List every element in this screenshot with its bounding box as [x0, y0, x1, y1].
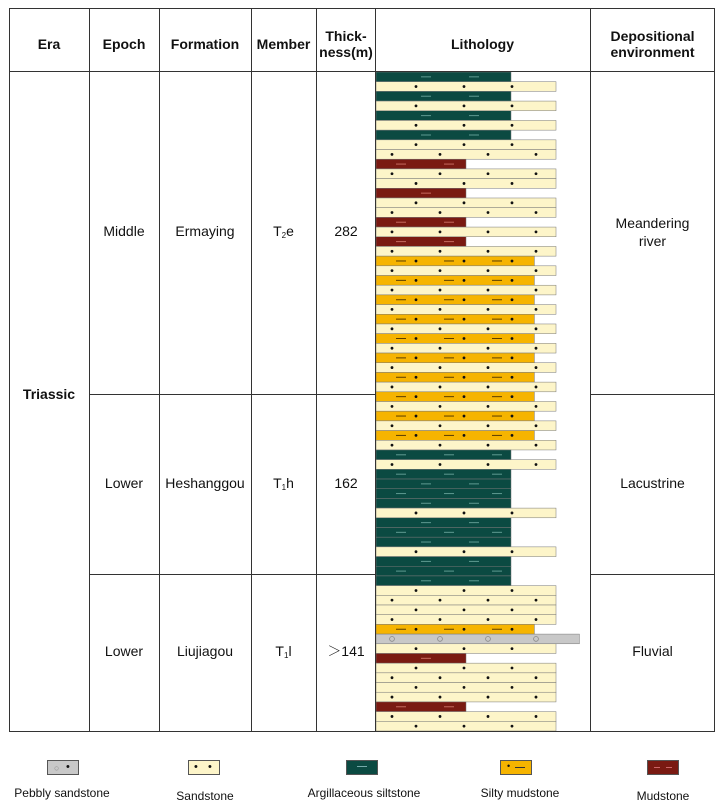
unit-2-member	[251, 474, 316, 497]
litho-grain	[463, 667, 466, 670]
litho-grain	[511, 376, 514, 379]
litho-grain	[439, 463, 442, 466]
col-border-lithology	[590, 8, 591, 732]
litho-grain	[439, 231, 442, 234]
litho-grain	[535, 463, 538, 466]
litho-grain	[463, 395, 466, 398]
litho-grain	[391, 308, 394, 311]
col-border-epoch	[159, 8, 160, 732]
litho-bed-sandstone	[376, 402, 556, 412]
litho-grain	[535, 327, 538, 330]
litho-grain	[439, 405, 442, 408]
table-bottom-border	[9, 731, 715, 732]
litho-grain	[463, 318, 466, 321]
litho-bed-sandstone	[376, 101, 556, 111]
litho-grain	[439, 211, 442, 214]
litho-grain	[511, 667, 514, 670]
litho-bed-sandstone	[376, 179, 556, 189]
litho-grain	[391, 211, 394, 214]
litho-grain	[463, 512, 466, 515]
litho-grain	[391, 327, 394, 330]
litho-grain	[415, 725, 418, 728]
litho-grain	[415, 550, 418, 553]
litho-grain	[535, 424, 538, 427]
legend-swatch-sandstone: • •	[188, 760, 220, 775]
unit-2-formation: Heshanggou	[165, 475, 245, 491]
litho-grain	[439, 347, 442, 350]
col-border-right	[714, 8, 715, 732]
legend-swatch-silty: •	[500, 760, 532, 775]
litho-bed-argillaceous	[376, 537, 511, 547]
litho-grain	[391, 289, 394, 292]
litho-grain	[535, 444, 538, 447]
litho-bed-sandstone	[376, 82, 556, 92]
litho-grain	[511, 415, 514, 418]
unit-divider-1	[89, 394, 375, 395]
litho-grain	[511, 201, 514, 204]
litho-grain	[415, 337, 418, 340]
litho-grain	[439, 386, 442, 389]
litho-grain	[391, 366, 394, 369]
litho-bed-argillaceous	[376, 130, 511, 140]
litho-grain	[415, 667, 418, 670]
litho-grain	[463, 337, 466, 340]
litho-grain	[463, 725, 466, 728]
legend-swatch-argillaceous	[346, 760, 378, 775]
litho-grain	[487, 676, 490, 679]
litho-bed-sandstone	[376, 324, 556, 334]
litho-grain	[535, 211, 538, 214]
legend-label-sandstone: Sandstone	[176, 789, 234, 803]
litho-grain	[415, 647, 418, 650]
litho-bed-sandstone	[376, 721, 556, 731]
litho-grain	[535, 289, 538, 292]
unit-1-member-suffix: e	[286, 223, 294, 239]
litho-grain	[535, 269, 538, 272]
litho-grain	[487, 153, 490, 156]
litho-bed-sandstone	[376, 285, 556, 295]
litho-grain	[391, 463, 394, 466]
litho-grain	[487, 405, 490, 408]
litho-grain	[487, 211, 490, 214]
header-epoch: Epoch	[102, 36, 146, 52]
litho-grain	[535, 696, 538, 699]
litho-grain	[415, 376, 418, 379]
litho-grain	[535, 308, 538, 311]
litho-bed-argillaceous	[376, 518, 511, 528]
litho-grain	[415, 512, 418, 515]
unit-1-formation: Ermaying	[175, 223, 235, 239]
litho-grain	[487, 172, 490, 175]
litho-bed-argillaceous	[376, 498, 511, 508]
litho-grain	[511, 260, 514, 263]
litho-grain	[535, 676, 538, 679]
litho-bed-sandstone	[376, 140, 556, 150]
unit-3-member-suffix: l	[288, 643, 292, 659]
litho-bed-sandstone	[376, 663, 556, 673]
litho-grain	[535, 366, 538, 369]
litho-grain	[391, 250, 394, 253]
unit-3-epoch: Lower	[104, 643, 144, 659]
unit-divider-2-env	[590, 574, 715, 575]
litho-bed-sandstone	[376, 460, 556, 470]
unit-1-member-base: T	[273, 223, 282, 239]
litho-bed-sandstone	[376, 246, 556, 256]
litho-grain	[535, 347, 538, 350]
litho-grain	[439, 424, 442, 427]
litho-bed-argillaceous	[376, 557, 511, 567]
litho-grain	[415, 686, 418, 689]
litho-grain	[487, 463, 490, 466]
legend-label-silty: Silty mudstone	[480, 786, 560, 800]
litho-grain	[415, 628, 418, 631]
litho-grain	[391, 676, 394, 679]
litho-grain	[511, 105, 514, 108]
litho-bed-sandstone	[376, 644, 556, 654]
litho-grain	[511, 182, 514, 185]
litho-grain	[535, 172, 538, 175]
litho-grain	[463, 628, 466, 631]
litho-grain	[463, 279, 466, 282]
litho-grain	[439, 289, 442, 292]
litho-grain	[439, 618, 442, 621]
litho-grain	[391, 424, 394, 427]
litho-grain	[415, 124, 418, 127]
col-border-formation	[251, 8, 252, 732]
litho-grain	[439, 676, 442, 679]
litho-grain	[511, 356, 514, 359]
unit-2-epoch: Lower	[104, 475, 144, 491]
litho-grain	[535, 250, 538, 253]
litho-grain	[439, 172, 442, 175]
header-era: Era	[37, 36, 61, 52]
litho-grain	[463, 105, 466, 108]
litho-grain	[511, 628, 514, 631]
litho-grain	[391, 386, 394, 389]
unit-2-environment: Lacustrine	[620, 475, 685, 491]
litho-bed-sandstone	[376, 508, 556, 518]
litho-grain	[439, 327, 442, 330]
litho-grain	[415, 279, 418, 282]
litho-grain	[487, 327, 490, 330]
litho-grain	[511, 647, 514, 650]
litho-grain	[463, 298, 466, 301]
unit-2-member-suffix: h	[286, 475, 294, 491]
litho-grain	[487, 715, 490, 718]
unit-2-member-sub: 1	[281, 483, 287, 492]
litho-grain	[415, 608, 418, 611]
litho-grain	[511, 589, 514, 592]
litho-grain	[463, 182, 466, 185]
litho-bed-sandstone	[376, 363, 556, 373]
litho-bed-sandstone	[376, 208, 556, 218]
litho-grain	[415, 85, 418, 88]
litho-grain	[463, 608, 466, 611]
header-member: Member	[256, 36, 311, 52]
litho-grain	[535, 618, 538, 621]
litho-grain	[487, 308, 490, 311]
legend-label-argillaceous: Argillaceous siltstone	[307, 786, 421, 800]
litho-bed-sandstone	[376, 615, 556, 625]
litho-grain	[487, 696, 490, 699]
litho-grain	[511, 395, 514, 398]
header-formation: Formation	[170, 36, 240, 52]
litho-grain	[415, 143, 418, 146]
litho-grain	[487, 424, 490, 427]
litho-grain	[391, 347, 394, 350]
header-divider	[9, 71, 715, 72]
litho-bed-argillaceous	[376, 479, 511, 489]
litho-grain	[463, 376, 466, 379]
litho-bed-sandstone	[376, 305, 556, 315]
litho-grain	[511, 298, 514, 301]
litho-grain	[391, 231, 394, 234]
litho-grain	[487, 366, 490, 369]
litho-bed-sandstone	[376, 266, 556, 276]
litho-bed-sandstone	[376, 227, 556, 237]
litho-grain	[511, 608, 514, 611]
litho-grain	[391, 172, 394, 175]
litho-bed-sandstone	[376, 382, 556, 392]
litho-bed-sandstone	[376, 673, 556, 683]
litho-grain	[415, 298, 418, 301]
litho-grain	[511, 725, 514, 728]
litho-grain	[487, 618, 490, 621]
unit-3-environment: Fluvial	[632, 643, 673, 659]
litho-grain	[463, 686, 466, 689]
unit-3-member-base: T	[275, 643, 284, 659]
litho-bed-sandstone	[376, 547, 556, 557]
litho-bed-sandstone	[376, 605, 556, 615]
litho-grain	[415, 356, 418, 359]
unit-3-formation: Liujiagou	[176, 643, 234, 659]
litho-grain	[487, 289, 490, 292]
litho-grain	[535, 715, 538, 718]
litho-grain	[511, 124, 514, 127]
litho-grain	[415, 415, 418, 418]
litho-grain	[463, 647, 466, 650]
litho-grain	[391, 715, 394, 718]
litho-grain	[391, 444, 394, 447]
unit-3-member	[251, 642, 316, 665]
header-thickness: Thick- ness(m)	[319, 28, 373, 60]
litho-grain	[463, 124, 466, 127]
litho-grain	[391, 269, 394, 272]
unit-divider-1-env	[590, 394, 715, 395]
litho-grain	[391, 618, 394, 621]
litho-bed-sandstone	[376, 421, 556, 431]
litho-bed-sandstone	[376, 343, 556, 353]
litho-grain	[439, 444, 442, 447]
litho-grain	[415, 182, 418, 185]
unit-1-thickness: 282	[334, 223, 358, 239]
table-top-border	[9, 8, 715, 9]
unit-3-member-sub: 1	[283, 651, 289, 660]
litho-grain	[439, 308, 442, 311]
legend-label-mudstone: Mudstone	[636, 789, 690, 803]
litho-grain	[463, 434, 466, 437]
litho-grain	[439, 599, 442, 602]
litho-bed-sandstone	[376, 169, 556, 179]
unit-2-thickness: 162	[334, 475, 358, 491]
legend-swatch-mudstone	[647, 760, 679, 775]
unit-1-member-sub: 2	[281, 231, 287, 240]
legend-label-pebbly: Pebbly sandstone	[14, 786, 110, 800]
litho-bed-sandstone	[376, 712, 556, 722]
litho-grain	[511, 337, 514, 340]
litho-bed-argillaceous	[376, 576, 511, 586]
col-border-left	[9, 8, 10, 732]
litho-grain	[439, 366, 442, 369]
litho-grain	[487, 250, 490, 253]
litho-grain	[391, 696, 394, 699]
litho-grain	[463, 143, 466, 146]
litho-bed-argillaceous	[376, 111, 511, 121]
litho-grain	[511, 434, 514, 437]
litho-grain	[415, 318, 418, 321]
col-border-era	[89, 8, 90, 732]
litho-grain	[439, 250, 442, 253]
litho-grain	[487, 231, 490, 234]
litho-grain	[415, 105, 418, 108]
litho-grain	[463, 356, 466, 359]
litho-bed-sandstone	[376, 440, 556, 450]
litho-grain	[463, 415, 466, 418]
litho-grain	[415, 589, 418, 592]
lithology-column	[376, 72, 590, 731]
litho-bed-pebbly	[376, 634, 579, 644]
litho-grain	[439, 696, 442, 699]
unit-divider-2	[89, 574, 375, 575]
header-lithology: Lithology	[451, 36, 514, 52]
litho-grain	[535, 599, 538, 602]
unit-1-epoch: Middle	[103, 223, 145, 239]
litho-grain	[535, 153, 538, 156]
litho-grain	[511, 143, 514, 146]
litho-grain	[535, 231, 538, 234]
litho-grain	[511, 85, 514, 88]
era-label: Triassic	[22, 386, 76, 402]
unit-2-member-base: T	[273, 475, 282, 491]
litho-grain	[463, 201, 466, 204]
litho-bed-argillaceous	[376, 91, 511, 101]
litho-bed-sandstone	[376, 692, 556, 702]
unit-1-member	[251, 222, 316, 245]
litho-grain	[415, 395, 418, 398]
litho-grain	[415, 434, 418, 437]
litho-bed-sandstone	[376, 198, 556, 208]
litho-bed-sandstone	[376, 683, 556, 693]
litho-bed-sandstone	[376, 150, 556, 160]
litho-grain	[511, 512, 514, 515]
unit-1-environment: Meandering river	[615, 215, 690, 249]
unit-3-thickness: ＞141	[327, 643, 365, 659]
col-border-member	[316, 8, 317, 732]
litho-grain	[439, 715, 442, 718]
litho-grain	[487, 599, 490, 602]
litho-grain	[391, 153, 394, 156]
litho-grain	[535, 405, 538, 408]
litho-grain	[439, 153, 442, 156]
litho-grain	[511, 318, 514, 321]
litho-bed-sandstone	[376, 586, 556, 596]
litho-grain	[535, 386, 538, 389]
legend-swatch-pebbly: ○ •	[47, 760, 79, 775]
litho-grain	[463, 85, 466, 88]
litho-grain	[439, 269, 442, 272]
litho-grain	[391, 599, 394, 602]
header-environment: Depositional environment	[610, 28, 695, 60]
litho-grain	[463, 589, 466, 592]
litho-grain	[463, 260, 466, 263]
litho-grain	[487, 347, 490, 350]
litho-grain	[463, 550, 466, 553]
litho-bed-sandstone	[376, 595, 556, 605]
litho-grain	[511, 279, 514, 282]
litho-grain	[487, 269, 490, 272]
litho-grain	[487, 444, 490, 447]
litho-bed-argillaceous	[376, 72, 511, 82]
litho-grain	[415, 260, 418, 263]
litho-grain	[487, 386, 490, 389]
litho-grain	[511, 550, 514, 553]
litho-grain	[511, 686, 514, 689]
litho-bed-sandstone	[376, 120, 556, 130]
litho-grain	[391, 405, 394, 408]
litho-grain	[415, 201, 418, 204]
